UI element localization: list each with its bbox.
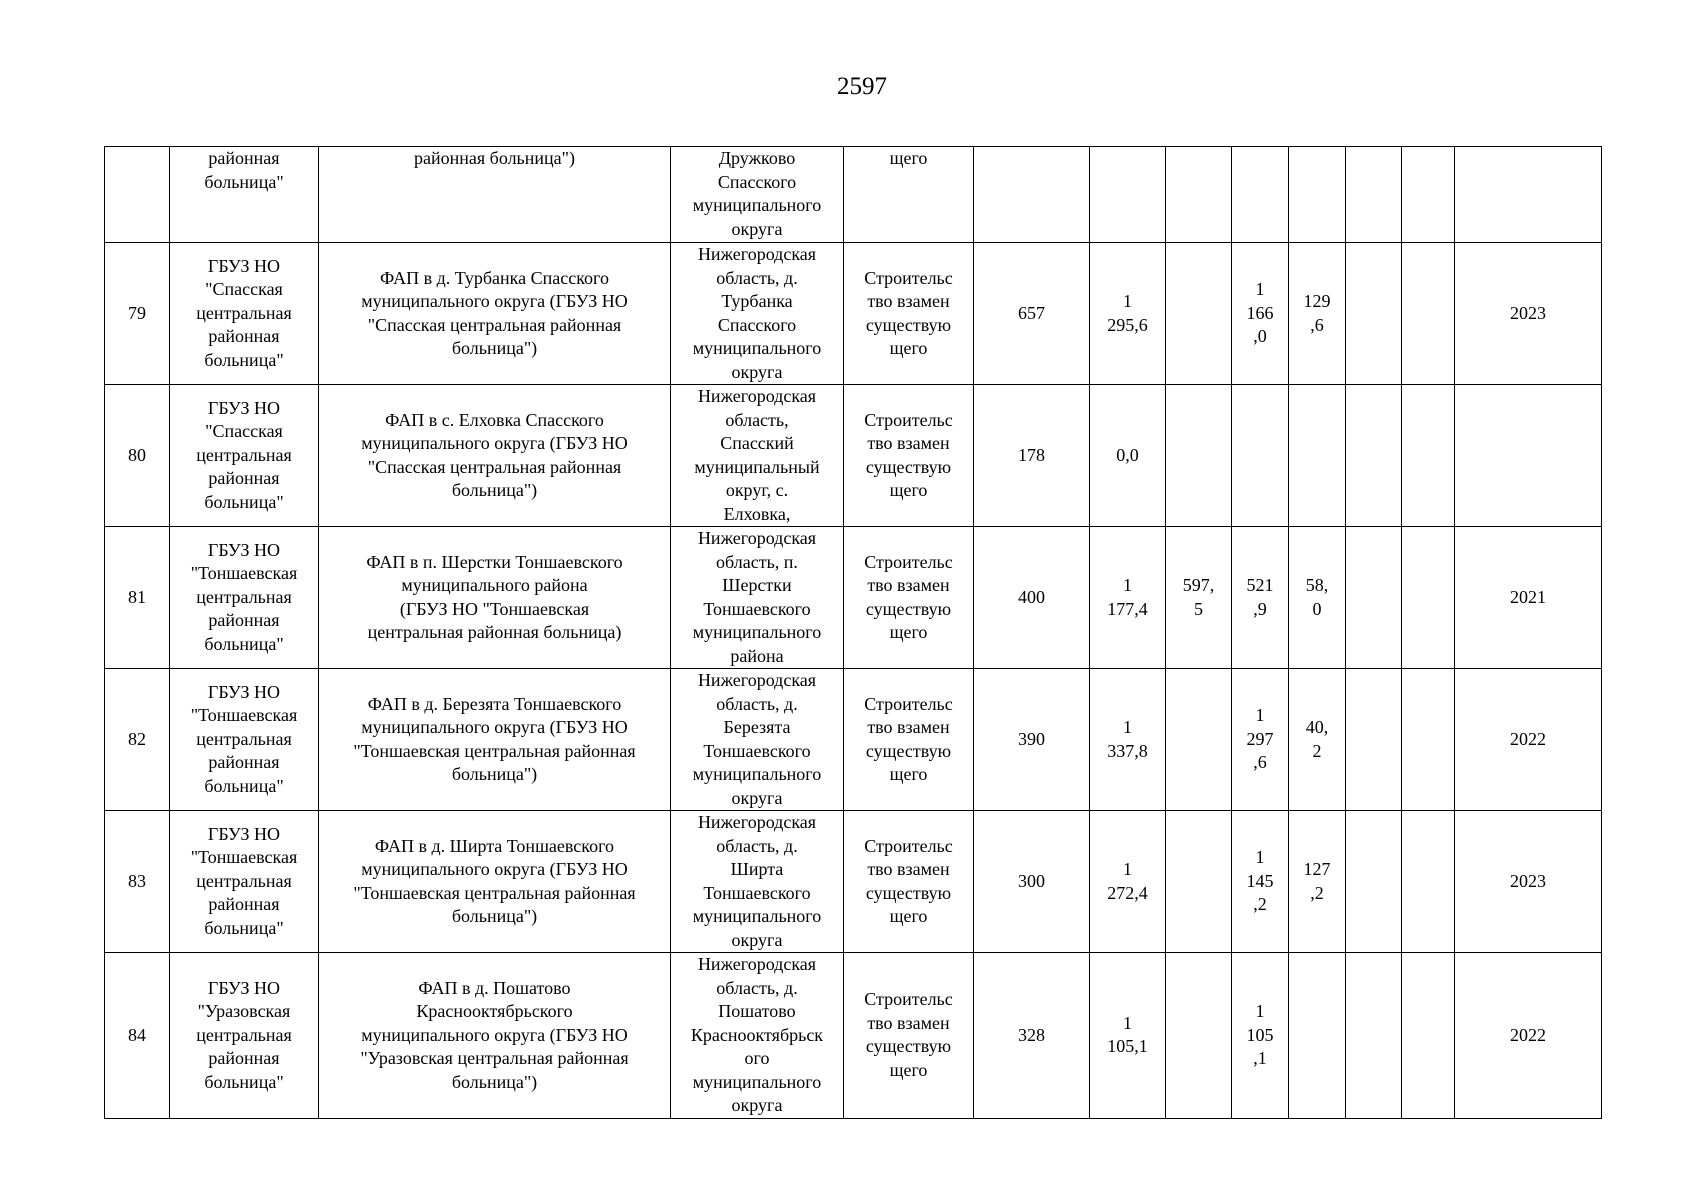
cell-funding-2021 — [1166, 953, 1232, 1119]
cell-construction-type: Строительс тво взамен существую щего — [844, 243, 974, 385]
cell-facility-name: районная больница") — [319, 147, 671, 243]
cell-construction-type: щего — [844, 147, 974, 243]
cell-total-cost — [1090, 147, 1166, 243]
table-row — [105, 243, 1602, 385]
cell-funding-2025 — [1402, 811, 1455, 953]
cell-funding-2024 — [1346, 953, 1402, 1119]
cell-completion-year — [1455, 385, 1602, 527]
cell-area: 328 — [974, 953, 1090, 1119]
table-row-continuation — [105, 147, 1602, 243]
cell-funding-2024 — [1346, 243, 1402, 385]
cell-funding-2022 — [1232, 147, 1289, 243]
cell-area: 657 — [974, 243, 1090, 385]
cell-funding-2022: 1 105 ,1 — [1232, 953, 1289, 1119]
cell-funding-2023: 129 ,6 — [1289, 243, 1346, 385]
cell-construction-type: Строительс тво взамен существую щего — [844, 527, 974, 669]
cell-funding-2023 — [1289, 385, 1346, 527]
cell-address: Дружково Спасского муниципального округа — [671, 147, 844, 243]
cell-funding-2022: 1 166 ,0 — [1232, 243, 1289, 385]
cell-completion-year: 2023 — [1455, 243, 1602, 385]
cell-number: 80 — [105, 385, 170, 527]
cell-funding-2025 — [1402, 953, 1455, 1119]
cell-funding-2023 — [1289, 953, 1346, 1119]
cell-funding-2024 — [1346, 669, 1402, 811]
cell-total-cost: 1 272,4 — [1090, 811, 1166, 953]
table-row — [105, 669, 1602, 811]
cell-funding-2021 — [1166, 147, 1232, 243]
cell-number: 84 — [105, 953, 170, 1119]
table-row — [105, 385, 1602, 527]
cell-funding-2023: 58, 0 — [1289, 527, 1346, 669]
cell-completion-year: 2021 — [1455, 527, 1602, 669]
table-row — [105, 527, 1602, 669]
cell-funding-2022: 521 ,9 — [1232, 527, 1289, 669]
cell-address: Нижегородская область, п. Шерстки Тоншаевского муниципального района — [671, 527, 844, 669]
cell-area — [974, 147, 1090, 243]
cell-funding-2021 — [1166, 669, 1232, 811]
cell-funding-2024 — [1346, 811, 1402, 953]
cell-address: Нижегородская область, д. Турбанка Спасского муниципального округа — [671, 243, 844, 385]
cell-facility-name: ФАП в д. Ширта Тоншаевского муниципального округа (ГБУЗ НО "Тоншаевская центральная районная больница") — [319, 811, 671, 953]
cell-funding-2024 — [1346, 147, 1402, 243]
cell-funding-2023 — [1289, 147, 1346, 243]
cell-address: Нижегородская область, д. Березята Тоншаевского муниципального округа — [671, 669, 844, 811]
cell-funding-2023: 40, 2 — [1289, 669, 1346, 811]
facilities-table — [104, 146, 1602, 1119]
cell-organization: ГБУЗ НО "Тоншаевская центральная районная больница" — [170, 811, 319, 953]
cell-completion-year: 2023 — [1455, 811, 1602, 953]
cell-organization: ГБУЗ НО "Спасская центральная районная больница" — [170, 243, 319, 385]
cell-funding-2025 — [1402, 527, 1455, 669]
cell-funding-2024 — [1346, 385, 1402, 527]
cell-completion-year — [1455, 147, 1602, 243]
table-row — [105, 811, 1602, 953]
cell-construction-type: Строительс тво взамен существую щего — [844, 669, 974, 811]
page-number: 2597 — [837, 73, 887, 100]
cell-area: 390 — [974, 669, 1090, 811]
cell-total-cost: 1 177,4 — [1090, 527, 1166, 669]
cell-address: Нижегородская область, д. Ширта Тоншаевского муниципального округа — [671, 811, 844, 953]
cell-area: 300 — [974, 811, 1090, 953]
cell-funding-2025 — [1402, 385, 1455, 527]
cell-total-cost: 1 337,8 — [1090, 669, 1166, 811]
cell-construction-type: Строительс тво взамен существую щего — [844, 953, 974, 1119]
cell-funding-2021 — [1166, 243, 1232, 385]
cell-area: 178 — [974, 385, 1090, 527]
cell-total-cost: 1 105,1 — [1090, 953, 1166, 1119]
cell-facility-name: ФАП в д. Турбанка Спасского муниципального округа (ГБУЗ НО "Спасская центральная районная больница") — [319, 243, 671, 385]
cell-number — [105, 147, 170, 243]
cell-construction-type: Строительс тво взамен существую щего — [844, 811, 974, 953]
cell-organization: районная больница" — [170, 147, 319, 243]
cell-address: Нижегородская область, д. Пошатово Краснооктябрьск ого муниципального округа — [671, 953, 844, 1119]
cell-address: Нижегородская область, Спасский муниципальный округ, с. Елховка, — [671, 385, 844, 527]
cell-completion-year: 2022 — [1455, 669, 1602, 811]
cell-construction-type: Строительс тво взамен существую щего — [844, 385, 974, 527]
cell-funding-2025 — [1402, 243, 1455, 385]
cell-organization: ГБУЗ НО "Тоншаевская центральная районная больница" — [170, 669, 319, 811]
cell-funding-2022: 1 145 ,2 — [1232, 811, 1289, 953]
cell-funding-2021 — [1166, 385, 1232, 527]
cell-area: 400 — [974, 527, 1090, 669]
cell-facility-name: ФАП в с. Елховка Спасского муниципального округа (ГБУЗ НО "Спасская центральная районная больница") — [319, 385, 671, 527]
cell-number: 83 — [105, 811, 170, 953]
cell-funding-2022 — [1232, 385, 1289, 527]
cell-funding-2021: 597, 5 — [1166, 527, 1232, 669]
cell-number: 81 — [105, 527, 170, 669]
cell-funding-2023: 127 ,2 — [1289, 811, 1346, 953]
cell-funding-2025 — [1402, 669, 1455, 811]
cell-completion-year: 2022 — [1455, 953, 1602, 1119]
cell-organization: ГБУЗ НО "Спасская центральная районная больница" — [170, 385, 319, 527]
cell-organization: ГБУЗ НО "Уразовская центральная районная больница" — [170, 953, 319, 1119]
cell-funding-2024 — [1346, 527, 1402, 669]
table-row — [105, 953, 1602, 1119]
cell-funding-2025 — [1402, 147, 1455, 243]
cell-facility-name: ФАП в д. Пошатово Краснооктябрьского муниципального округа (ГБУЗ НО "Уразовская центральная районная больница") — [319, 953, 671, 1119]
cell-total-cost: 1 295,6 — [1090, 243, 1166, 385]
cell-organization: ГБУЗ НО "Тоншаевская центральная районная больница" — [170, 527, 319, 669]
cell-facility-name: ФАП в д. Березята Тоншаевского муниципального округа (ГБУЗ НО "Тоншаевская центральная районная больница") — [319, 669, 671, 811]
cell-funding-2021 — [1166, 811, 1232, 953]
cell-number: 82 — [105, 669, 170, 811]
cell-facility-name: ФАП в п. Шерстки Тоншаевского муниципального района (ГБУЗ НО "Тоншаевская центральная районная больница) — [319, 527, 671, 669]
cell-total-cost: 0,0 — [1090, 385, 1166, 527]
cell-funding-2022: 1 297 ,6 — [1232, 669, 1289, 811]
cell-number: 79 — [105, 243, 170, 385]
